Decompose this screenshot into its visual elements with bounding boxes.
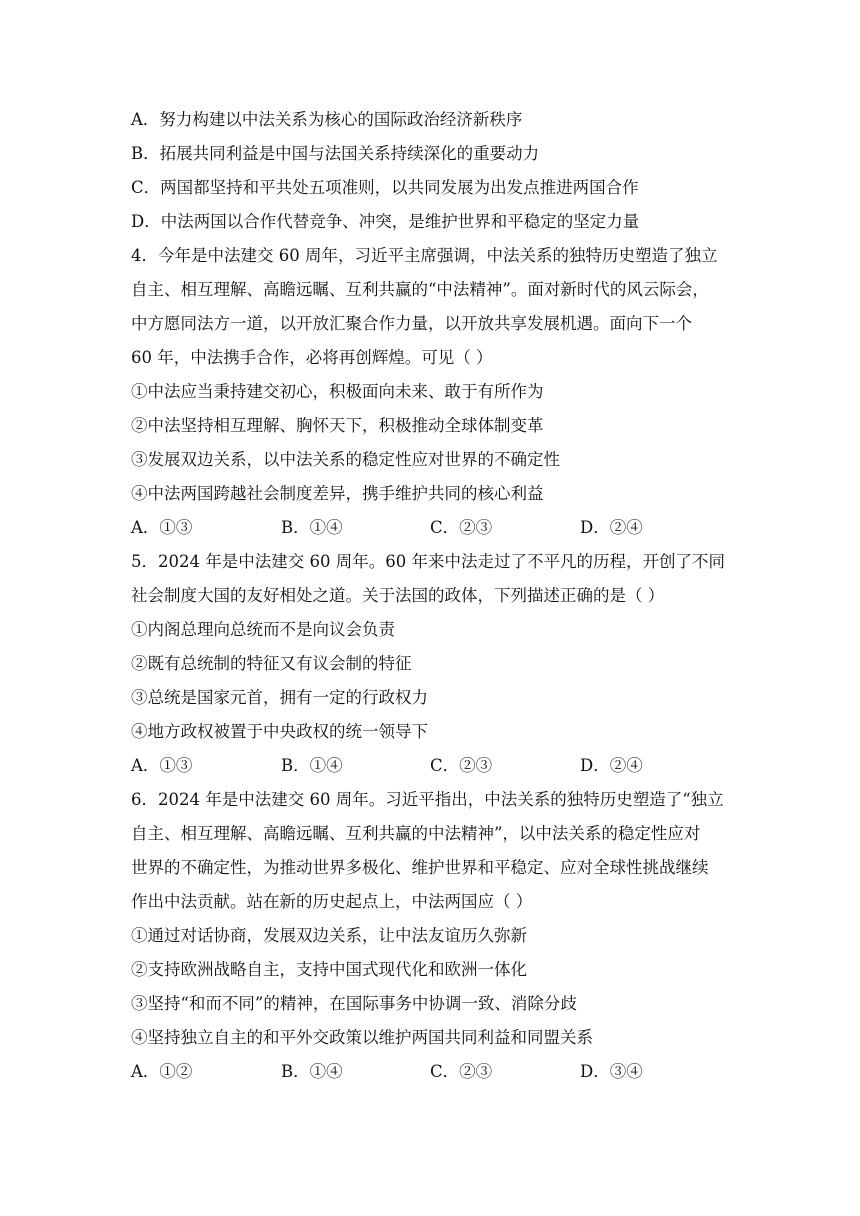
q4-stem-line: 4．今年是中法建交 60 周年，习近平主席强调，中法关系的独特历史塑造了独立 xyxy=(131,246,718,265)
q5-choice-c: C．②③ xyxy=(430,756,493,775)
q6-stem-line: 作出中法贡献。站在新的历史起点上，中法两国应（ ） xyxy=(131,892,533,911)
q4-choice-a: A．①③ xyxy=(131,518,193,537)
q6-stem-line: 6．2024 年是中法建交 60 周年。习近平指出，中法关系的独特历史塑造了“独立 xyxy=(131,790,724,809)
q6-statement-1: ①通过对话协商，发展双边关系，让中法友谊历久弥新 xyxy=(131,926,527,945)
q6-stem-line: 自主、相互理解、高瞻远瞩、互利共赢的中法精神”，以中法关系的稳定性应对 xyxy=(131,824,701,843)
q4-choice-b: B．①④ xyxy=(281,518,343,537)
q5-choice-a: A．①③ xyxy=(131,756,193,775)
q4-choice-c: C．②③ xyxy=(430,518,493,537)
q3-option-d: D．中法两国以合作代替竞争、冲突，是维护世界和平稳定的坚定力量 xyxy=(131,212,640,231)
q3-option-b: B．拓展共同利益是中国与法国关系持续深化的重要动力 xyxy=(131,144,540,163)
q5-stem-line: 5．2024 年是中法建交 60 周年。60 年来中法走过了不平凡的历程，开创了不同 xyxy=(131,552,725,571)
q6-choice-c: C．②③ xyxy=(430,1062,493,1081)
q4-statement-2: ②中法坚持相互理解、胸怀天下，积极推动全球体制变革 xyxy=(131,416,544,435)
q4-choices xyxy=(131,517,731,539)
q4-stem-line: 自主、相互理解、高瞻远瞩、互利共赢的“中法精神”。面对新时代的风云际会， xyxy=(131,280,709,299)
q6-choice-d: D．③④ xyxy=(580,1062,643,1081)
q5-statement-1: ①内阁总理向总统而不是向议会负责 xyxy=(131,620,395,639)
q6-statement-3: ③坚持“和而不同”的精神，在国际事务中协调一致、消除分歧 xyxy=(131,994,577,1013)
q6-statement-4: ④坚持独立自主的和平外交政策以维护两国共同利益和同盟关系 xyxy=(131,1028,593,1047)
q6-choice-a: A．①② xyxy=(131,1062,193,1081)
q4-stem-line: 60 年，中法携手合作，必将再创辉煌。可见（ ） xyxy=(131,348,493,367)
q4-choice-d: D．②④ xyxy=(580,518,643,537)
q3-option-c: C．两国都坚持和平共处五项准则，以共同发展为出发点推进两国合作 xyxy=(131,178,639,197)
q5-statement-3: ③总统是国家元首，拥有一定的行政权力 xyxy=(131,688,428,707)
q5-statement-4: ④地方政权被置于中央政权的统一领导下 xyxy=(131,722,428,741)
q4-statement-4: ④中法两国跨越社会制度差异，携手维护共同的核心利益 xyxy=(131,484,544,503)
q6-statement-2: ②支持欧洲战略自主，支持中国式现代化和欧洲一体化 xyxy=(131,960,527,979)
q5-statement-2: ②既有总统制的特征又有议会制的特征 xyxy=(131,654,412,673)
q4-stem-line: 中方愿同法方一道，以开放汇聚合作力量，以开放共享发展机遇。面向下一个 xyxy=(131,314,692,333)
q5-choices xyxy=(131,755,731,777)
q4-statement-1: ①中法应当秉持建交初心，积极面向未来、敢于有所作为 xyxy=(131,382,544,401)
q4-statement-3: ③发展双边关系，以中法关系的稳定性应对世界的不确定性 xyxy=(131,450,560,469)
q3-option-a: A．努力构建以中法关系为核心的国际政治经济新秩序 xyxy=(131,110,523,129)
q6-stem-line: 世界的不确定性，为推动世界多极化、维护世界和平稳定、应对全球性挑战继续 xyxy=(131,858,709,877)
q5-choice-b: B．①④ xyxy=(281,756,343,775)
q5-stem-line: 社会制度大国的友好相处之道。关于法国的政体，下列描述正确的是（ ） xyxy=(131,586,665,605)
q6-choices xyxy=(131,1061,731,1083)
q5-choice-d: D．②④ xyxy=(580,756,643,775)
q6-choice-b: B．①④ xyxy=(281,1062,343,1081)
